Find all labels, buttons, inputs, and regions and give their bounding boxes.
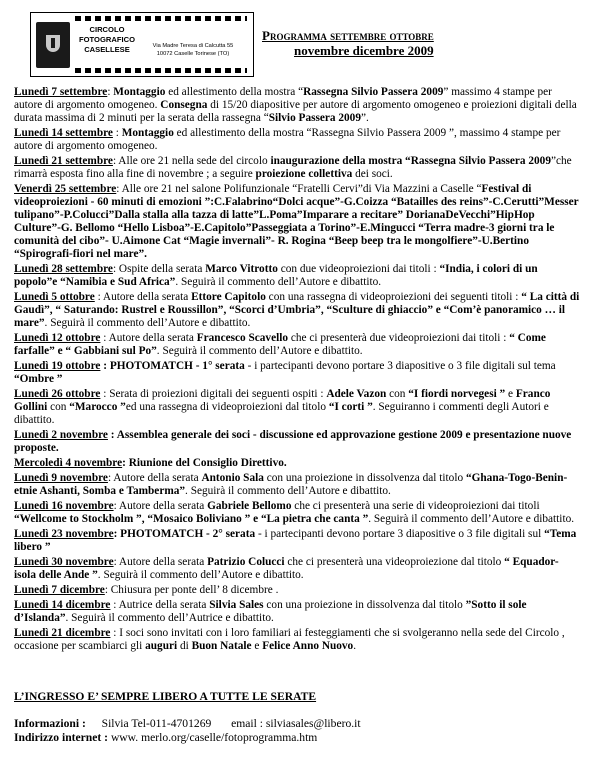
event-item [14,429,580,455]
event-text: . Seguirà il commento dell’Autore e dibattito. [175,276,382,288]
event-text: “Ombre ” [14,373,63,385]
event-date: Lunedì 19 ottobre [14,360,101,372]
event-text: “Tema libero ” [14,528,577,553]
event-text: : Autore della serata [107,472,202,484]
event-item [14,155,580,181]
event-date: Lunedì 21 settembre [14,155,113,167]
event-text: : Chiusura per ponte dell’ 8 dicembre . [104,584,279,596]
event-text: : I soci sono invitati con i loro familiari ai festeggiamenti che si svolgeranno nella sede del Circolo , occasione per scambiarci gli [14,627,565,652]
event-text: Consegna [160,99,208,111]
event-text: Montaggio [121,127,174,139]
event-text: ed una rassegna di videoproiezioni dal titolo [125,401,329,413]
event-text: che ci presenterà una serie di videoproiezioni dai titoli [291,500,540,512]
event-text: : Ospite della serata [112,263,206,275]
event-text: . Seguirà il commento dell’Autore e dibattito. [97,569,304,581]
event-text: . Seguirà il commento dell’Autore e dibattito. [185,485,391,497]
event-text: “Marocco ” [69,401,126,413]
event-text: . Seguirà il commento dell’Autore e dibattito. [44,317,251,329]
event-text: : Alle ore 21 nel salone Polifunzionale “Fratelli Cervi”di Via Mazzini a Caselle “ [116,183,482,195]
club-name-line1: CIRCOLO [89,25,125,34]
camera-badge-icon [36,22,70,68]
event-text: Rassegna Silvio Passera 2009 [303,86,444,98]
event-text: - i partecipanti devono portare 3 diapositive o 3 file digitali sul tema [244,360,556,372]
event-text: : Autrice della serata [110,599,210,611]
event-text: “Wellcome to Stockholm ”, “Mosaico Boliviano ” e “La pietra che canta ” [14,513,369,525]
event-date: Lunedì 7 settembre [14,86,108,98]
event-date: Lunedì 26 ottobre [14,388,101,400]
event-date: Lunedì 14 dicembre [14,599,111,611]
event-item [14,556,580,582]
event-item [14,599,580,625]
event-text: . Seguirà il commento dell’Autore e dibattito. [368,513,575,525]
website-label: Indirizzo internet : [14,731,109,744]
event-text: Patrizio Colucci [207,556,285,568]
event-date: Lunedì 7 dicembre [14,584,105,596]
event-text: Gabriele Bellomo [207,500,292,512]
event-text: ed allestimento della mostra “ [165,86,304,98]
event-text: che ci presenterà una videoproiezione dal titolo [284,556,505,568]
event-item [14,584,580,597]
event-text: : Alle ore 21 nella sede del circolo [112,155,271,167]
club-name-line3: CASELLESE [84,45,130,54]
event-text: dei soci. [352,168,393,180]
event-text: : Autore della serata [94,291,192,303]
event-text: : [107,86,114,98]
event-text: ” massimo 4 stampe per autore di argomento omogeneo. [14,86,552,111]
event-text: con una proiezione in dissolvenza dal titolo [263,472,466,484]
event-text: “I corti ” [328,401,373,413]
event-text: : PHOTOMATCH - 2° serata [113,528,256,540]
event-text: . [353,640,357,652]
event-item [14,263,580,289]
contact-line [14,717,580,731]
event-item [14,183,580,261]
title-line2: novembre dicembre 2009 [294,43,434,58]
event-text: : Assemblea generale dei soci - discussione ed approvazione gestione 2009 e presentazione nuove proposte. [14,429,572,454]
event-text: e [505,388,516,400]
club-address [137,43,249,58]
event-date: Lunedì 23 novembre [14,528,114,540]
event-item [14,332,580,358]
event-text: “Ghana-Togo-Benin-etnie Ashanti, Somba e Tamberma” [14,472,568,497]
event-text: - i partecipanti devono portare 3 diapositive o 3 file digitali sul [255,528,545,540]
event-text: Francesco Scavello [196,332,289,344]
club-logo [30,12,254,77]
event-text: : [112,127,122,139]
event-date: Venerdì 25 settembre [14,183,117,195]
event-item [14,86,580,125]
event-text: : Autore della serata [113,556,208,568]
event-item [14,127,580,153]
event-date: Lunedì 30 novembre [14,556,114,568]
event-text: auguri [145,640,178,652]
film-strip-top [75,16,247,21]
event-text: Buon Natale [191,640,252,652]
event-text: “ La città di Gaudì”, “ Saturando: Rustrel e Roussillon”, “Scorci d’Umbria”, “Sculture di ghiaccio” e “Com’è panoramico … il mare” [14,291,580,329]
footer [14,690,580,745]
event-list [14,86,580,655]
event-item [14,457,580,470]
contact-email[interactable]: email : silviasales@libero.it [231,717,361,730]
event-text: inaugurazione della mostra “Rassegna Silvio Passera 2009 [270,155,551,167]
event-text: Felice Anno Nuovo [262,640,354,652]
event-item [14,528,580,554]
event-text: “India, i colori di un popolo”e “Namibia e Sud Africa” [14,263,538,288]
event-date: Mercoledì 4 novembre [14,457,123,469]
event-text: “ Come farfalle” e “ Gabbiani sul Po” [14,332,546,357]
club-address-line2: 10072 Caselle Torinese (TO) [156,50,230,57]
website-line [14,731,580,745]
event-text: ed allestimento della mostra “Rassegna Silvio Passera 2009 ”, massimo 4 stampe per autore di argomento omogeneo. [14,127,561,152]
event-item [14,500,580,526]
club-name-line2: FOTOGRAFICO [79,35,135,44]
event-text: con una rassegna di videoproiezioni dei seguenti titoli : [265,291,522,303]
event-date: Lunedì 9 novembre [14,472,108,484]
event-text: : PHOTOMATCH - 1° serata [100,360,245,372]
event-text: . Seguiranno i commenti degli Autori e dibattito. [14,401,549,426]
event-item [14,388,580,427]
event-date: Lunedì 21 dicembre [14,627,111,639]
event-item [14,627,580,653]
club-name [77,25,137,55]
event-text: Silvio Passera 2009 [268,112,361,124]
event-text: “ Equador- isola delle Ande ” [14,556,559,581]
title-line1: Programma settembre ottobre [262,28,434,43]
event-date: Lunedì 28 settembre [14,263,113,275]
info-label: Informazioni : [14,717,86,730]
event-item [14,360,580,386]
event-text: . Seguirà il commento dell’Autore e dibattito. [156,345,363,357]
event-text: : Autore della serata [100,332,197,344]
event-date: Lunedì 12 ottobre [14,332,101,344]
event-text: Franco Gollini [14,388,551,413]
event-date: Lunedì 16 novembre [14,500,114,512]
event-text: Ettore Capitolo [191,291,266,303]
event-text: : Riunione del Consiglio Direttivo. [122,457,287,469]
club-address-line1: Via Madre Teresa di Calcutta 55 [152,43,234,49]
event-text: con due videoproiezioni dai titoli : [277,263,440,275]
event-text: Adele Vazon [326,388,387,400]
event-text: Montaggio [113,86,166,98]
event-text: ”Sotto il sole d’Islanda” [14,599,527,624]
event-text: : Serata di proiezioni digitali dei seguenti ospiti : [100,388,327,400]
event-text: ”che rimarrà esposta fino alla fine di novembre ; a seguire [14,155,572,180]
event-text: con una proiezione in dissolvenza dal titolo [263,599,466,611]
event-date: Lunedì 14 settembre [14,127,113,139]
event-text: Festival di videoproiezioni - 60 minuti di emozioni ”:C.Falabrino“Dolci acque”-G.Coizza “Batailles des reins”-C.Cerutti”Messer tulipano”-P.Colucci”Dalla stalla alla tazza di latte”L.Poma”Imparare a recitare” DorianaDeVecchi”HipHop Culture”-G. Bellomo “Hello Lisboa”-E.Capitolo”Passeggiata a Torino”-E.Mingucci “Terra madre-3 giorni tra le comunità del cibo”- U.Aimone Cat “Magie invernali”- R. Rogina “Beep beep tra le mongolfiere”-U.Bertino “Spirografi-fiori nel mare”. [14,183,579,260]
website-url[interactable]: www. merlo.org/caselle/fotoprogramma.htm [110,731,318,744]
contact-name: Silvia [101,717,129,730]
event-item [14,472,580,498]
contact-phone: Tel-011-4701269 [131,717,212,730]
event-text: con [386,388,409,400]
event-text: “I fiordi norvegesi ” [408,388,506,400]
event-text: Antonio Sala [201,472,264,484]
event-text: . Seguirà il commento dell’Autrice e dibattito. [65,612,274,624]
event-text: di [177,640,192,652]
free-entry-notice: L’INGRESSO E’ SEMPRE LIBERO A TUTTE LE SERATE [14,690,317,703]
event-text: : Autore della serata [113,500,208,512]
shield-icon [46,35,60,52]
event-text: ”. [360,112,369,124]
event-text: e [251,640,263,652]
event-text: Silvia Sales [209,599,264,611]
event-text: che ci presenterà due videoproiezioni dai titoli : [288,332,510,344]
event-text: con [47,401,70,413]
event-text: Marco Vitrotto [205,263,278,275]
film-strip-bottom [75,68,247,73]
event-date: Lunedì 2 novembre [14,429,108,441]
page-title [262,28,582,58]
event-item [14,291,580,330]
event-text: di 15/20 diapositive per autore di argomento omogeneo e proiezioni digitali della durata massima di 2 minuti per la serata della rassegna “ [14,99,577,124]
event-date: Lunedì 5 ottobre [14,291,95,303]
event-text: proiezione collettiva [255,168,353,180]
